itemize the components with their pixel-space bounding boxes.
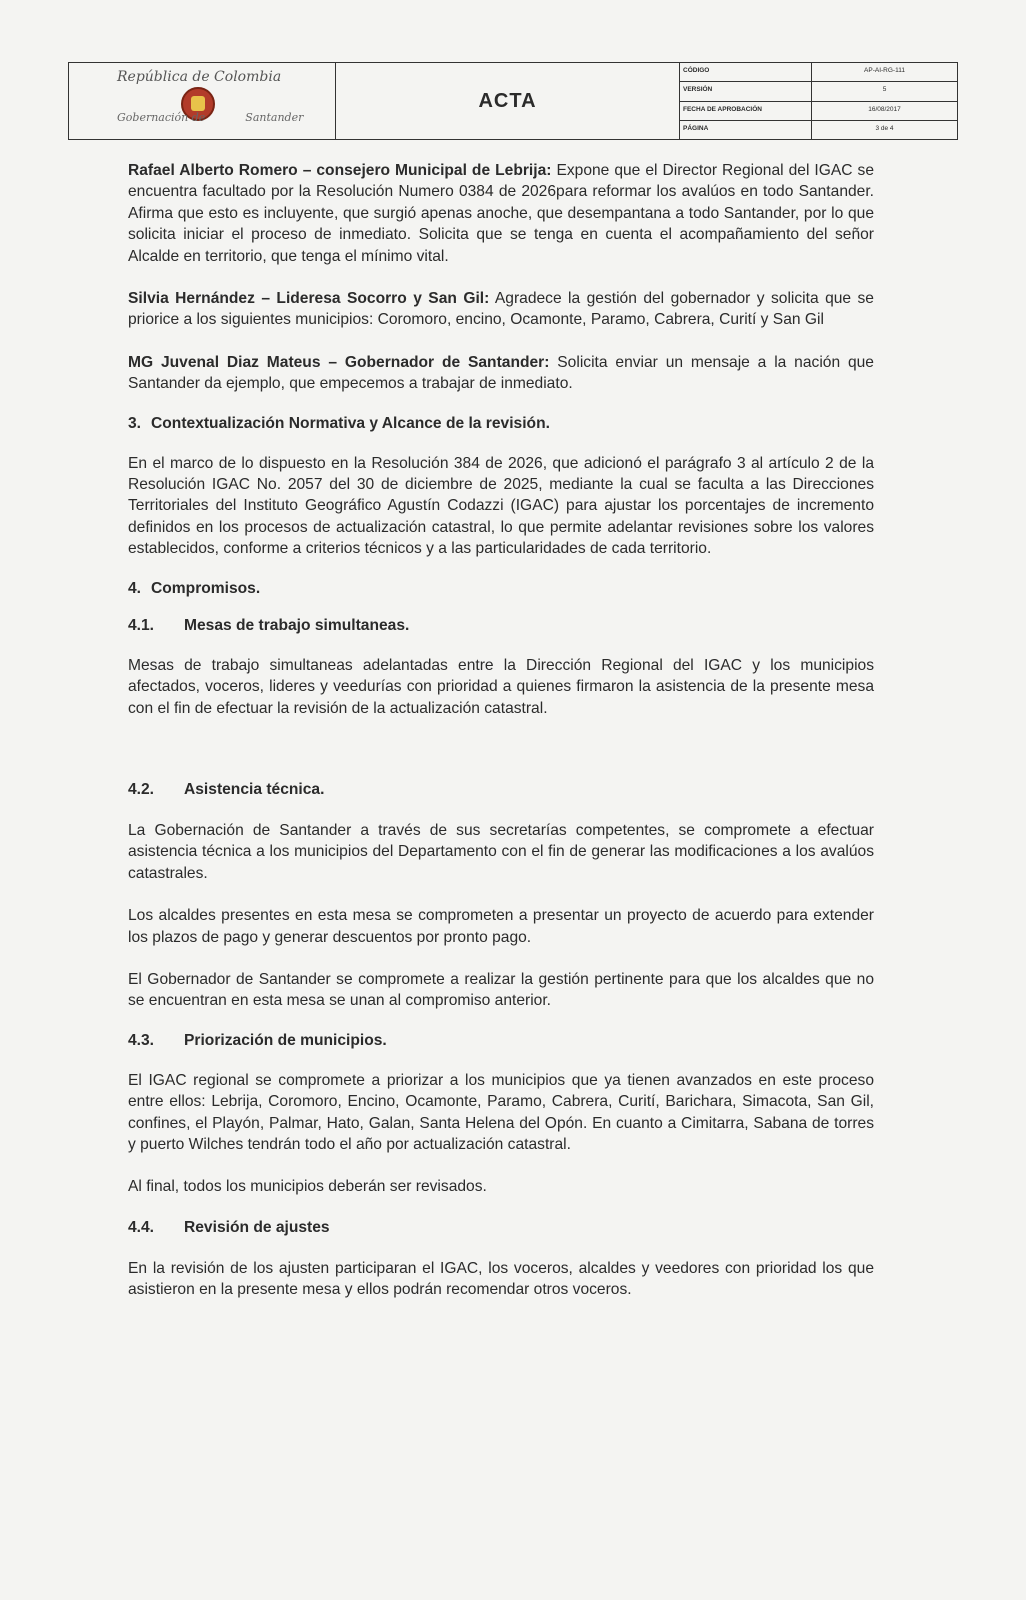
section-4-2-text-3: El Gobernador de Santander se compromete a realizar la gestión pertinente para que los alcaldes que no se encuentran en esta mesa se unan al compromiso anterior. <box>128 970 874 1010</box>
paragraph-diaz: MG Juvenal Diaz Mateus – Gobernador de Santander: Solicita enviar un mensaje a la nación que Santander da ejemplo, que empecemos a trabajar de inmediato. <box>128 353 874 393</box>
header-row-page <box>680 121 957 139</box>
section-4-2-heading: 4.2. Asistencia técnica. <box>128 780 325 798</box>
logo-top-text: República de Colombia <box>117 69 282 85</box>
section-4-3-text-1: El IGAC regional se compromete a priorizar a los municipios que ya tienen avanzados en este proceso entre ellos: Lebrija, Coromoro, Encino, Ocamonte, Paramo, Cabrera, Curití, Barichara, Simacota, San Gil, confines, el Playón, Palmar, Hato, Galan, Santa Helena del Opón. En cuanto a Cimitarra, Sabana de torres y puerto Wilches tendrán todo el año por actualización catastral. <box>128 1071 874 1153</box>
section-4-3-text-2: Al final, todos los municipios deberán ser revisados. <box>128 1178 487 1196</box>
speaker-hernandez: Silvia Hernández – Lideresa Socorro y San Gil: <box>128 290 490 308</box>
section-4-heading: 4. Compromisos. <box>128 579 261 597</box>
section-4-2-text-1: La Gobernación de Santander a través de sus secretarías competentes, se compromete a efectuar asistencia técnica a los municipios del Departamento con el fin de generar las modificaciones a los avalúos catastrales. <box>128 821 874 882</box>
paragraph-hernandez: Silvia Hernández – Lideresa Socorro y San Gil: Agradece la gestión del gobernador y solicita que se priorice a los siguientes municipios: Coromoro, encino, Ocamonte, Paramo, Cabrera, Curití y San Gil <box>128 290 874 329</box>
document-body <box>128 160 874 1301</box>
page-value: 3 de 4 <box>875 124 894 132</box>
section-3-heading: 3. Contextualización Normativa y Alcance de la revisión. <box>128 414 550 432</box>
header-row-version <box>680 82 957 101</box>
speaker-romero: Rafael Alberto Romero – consejero Municipal de Lebrija: <box>128 162 552 179</box>
section-3-text: En el marco de lo dispuesto en la Resolución 384 de 2026, que adicionó el parágrafo 3 al artículo 2 de la Resolución IGAC No. 2057 del 30 de diciembre de 2025, mediante la cual se faculta a las Direcciones Territoriales del Instituto Geográfico Agustín Codazzi (IGAC) para ajustar los porcentajes de incremento definidos en los procesos de actualización catastral, lo que permite adelantar revisiones sobre los valores establecidos, conforme a criterios técnicos y a las particularidades de cada territorio. <box>128 454 874 558</box>
version-value: 5 <box>882 86 887 94</box>
section-4-1-heading: 4.1. Mesas de trabajo simultaneas. <box>128 616 410 634</box>
paragraph-romero: Rafael Alberto Romero – consejero Municipal de Lebrija: Expone que el Director Regional del IGAC se encuentra facultado por la Resolución Numero 0384 de 2026para reformar los avalúos en todo Santander. Afirma que esto es incluyente, que surgió apenas anoche, que desempantana a todo Santander, por lo que solicita iniciar el proceso de inmediato. Solicita que se tenga en cuenta el acompañamiento del señor Alcalde en territorio, que tenga el mínimo vital. <box>128 162 874 265</box>
approval-date-label: FECHA DE APROBACIÓN <box>680 102 812 120</box>
logo-bottom-text: Gobernación de Santander <box>117 111 304 124</box>
approval-date-value: 16/08/2017 <box>868 105 901 113</box>
section-4-4-heading: 4.4. Revisión de ajustes <box>128 1218 330 1236</box>
section-4-3-heading: 4.3. Priorización de municipios. <box>128 1031 387 1049</box>
header-metadata-grid <box>680 63 957 139</box>
document-title: ACTA <box>478 89 537 112</box>
version-label: VERSIÓN <box>680 82 812 100</box>
document-header-table <box>68 62 958 140</box>
code-value: AP-AI-RG-111 <box>864 67 905 74</box>
header-row-code <box>680 63 957 82</box>
section-4-4-text: En la revisión de los ajusten participaran el IGAC, los voceros, alcaldes y veedores con prioridad los que asistieron en la presente mesa y ellos podrán recomendar otros voceros. <box>128 1259 874 1299</box>
speaker-diaz: MG Juvenal Diaz Mateus – Gobernador de Santander: <box>128 353 550 371</box>
header-row-approval-date <box>680 102 957 121</box>
section-4-1-text: Mesas de trabajo simultaneas adelantadas entre la Dirección Regional del IGAC y los municipios afectados, voceros, lideres y veedurías con prioridad a quienes firmaron la asistencia de la presente mesa con el fin de efectuar la revisión de la actualización catastral. <box>128 656 874 717</box>
page-label: PÁGINA <box>680 121 812 139</box>
header-logo-cell <box>69 63 336 139</box>
section-4-2-text-2: Los alcaldes presentes en esta mesa se comprometen a presentar un proyecto de acuerdo para extender los plazos de pago y generar descuentos por pronto pago. <box>128 907 874 946</box>
code-label: CÓDIGO <box>680 63 812 81</box>
header-title-cell <box>336 63 680 139</box>
